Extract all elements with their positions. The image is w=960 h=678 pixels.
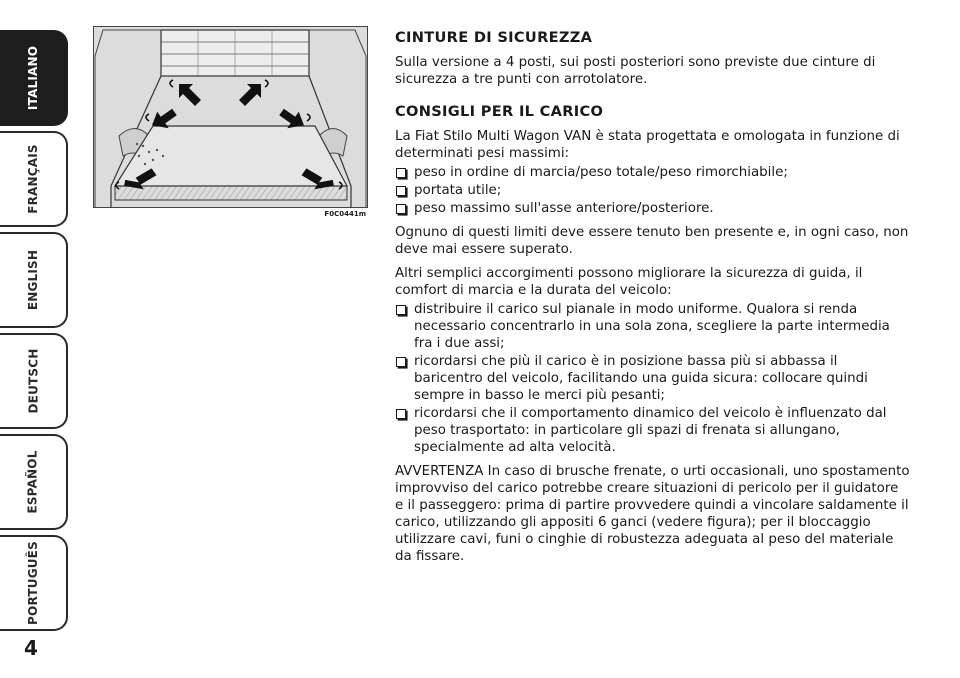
tab-deutsch[interactable] — [0, 333, 68, 429]
tab-label: ITALIANO — [26, 45, 40, 111]
figure-code: F0C0441m — [324, 210, 366, 218]
list-item: portata utile; — [395, 182, 910, 199]
checkbox-bullet-icon — [396, 409, 406, 419]
seatbelts-heading: CINTURE DI SICUREZZA — [395, 29, 593, 46]
checkbox-bullet-icon — [396, 305, 406, 315]
cargo-area-illustration — [93, 26, 368, 208]
warning-paragraph: AVVERTENZA In caso di brusche frenate, o urti occasionali, uno spostamento improvviso del carico potrebbe creare situazioni di pericolo per il guidatore e il passeggero: prima di partire provvedere quindi a vincolare saldamente il carico, utilizzando gli appositi 6 ganci (vedere figura); per il bloccaggio utilizzare cavi, funi o cinghie di robustezza adeguata al peso del materiale da fissare. — [395, 464, 910, 564]
checkbox-bullet-icon — [396, 168, 406, 178]
tab-portugues[interactable] — [0, 535, 68, 631]
tips-intro: Altri semplici accorgimenti possono migliorare la sicurezza di guida, il comfort di marcia e la durata del veicolo: — [395, 266, 863, 298]
limits-note: Ognuno di questi limiti deve essere tenuto ben presente e, in ogni caso, non deve mai essere superato. — [395, 225, 909, 257]
loading-heading: CONSIGLI PER IL CARICO — [395, 103, 604, 120]
loading-intro: La Fiat Stilo Multi Wagon VAN è stata progettata e omologata in funzione di determinati pesi massimi: — [395, 129, 900, 161]
list-item: distribuire il carico sul pianale in modo uniforme. Qualora si renda necessario concentrarlo in una sola zona, scegliere la parte intermedia fra i due assi; — [395, 301, 910, 352]
seatbelts-paragraph: Sulla versione a 4 posti, sui posti posteriori sono previste due cinture di sicurezza a tre punti con arrotolatore. — [395, 55, 876, 87]
page-number: 4 — [24, 636, 38, 660]
cargo-figure — [93, 26, 368, 218]
tab-francais[interactable] — [0, 131, 68, 227]
checkbox-bullet-icon — [396, 357, 406, 367]
checkbox-bullet-icon — [396, 204, 406, 214]
checkbox-bullet-icon — [396, 186, 406, 196]
list-item: ricordarsi che più il carico è in posizione bassa più si abbassa il baricentro del veicolo, facilitando una guida sicura: collocare quindi sempre in basso le merci più pesanti; — [395, 353, 910, 404]
tab-english[interactable] — [0, 232, 68, 328]
list-item: peso in ordine di marcia/peso totale/peso rimorchiabile; — [395, 164, 910, 181]
tips-list — [395, 301, 910, 456]
list-item: ricordarsi che il comportamento dinamico del veicolo è influenzato dal peso trasportato: in particolare gli spazi di frenata si allungano, specialmente ad alta velocità. — [395, 405, 910, 456]
tab-label: FRANÇAIS — [26, 144, 41, 214]
list-item: peso massimo sull'asse anteriore/posteriore. — [395, 200, 910, 217]
limits-list — [395, 164, 910, 217]
text-column — [395, 29, 910, 572]
tab-label: DEUTSCH — [25, 348, 40, 414]
tab-label: PORTUGUÊS — [26, 541, 40, 625]
tab-label: ESPAÑOL — [26, 450, 40, 514]
tab-espanol[interactable] — [0, 434, 68, 530]
tab-label: ENGLISH — [25, 249, 40, 311]
tab-italiano[interactable] — [0, 30, 68, 126]
